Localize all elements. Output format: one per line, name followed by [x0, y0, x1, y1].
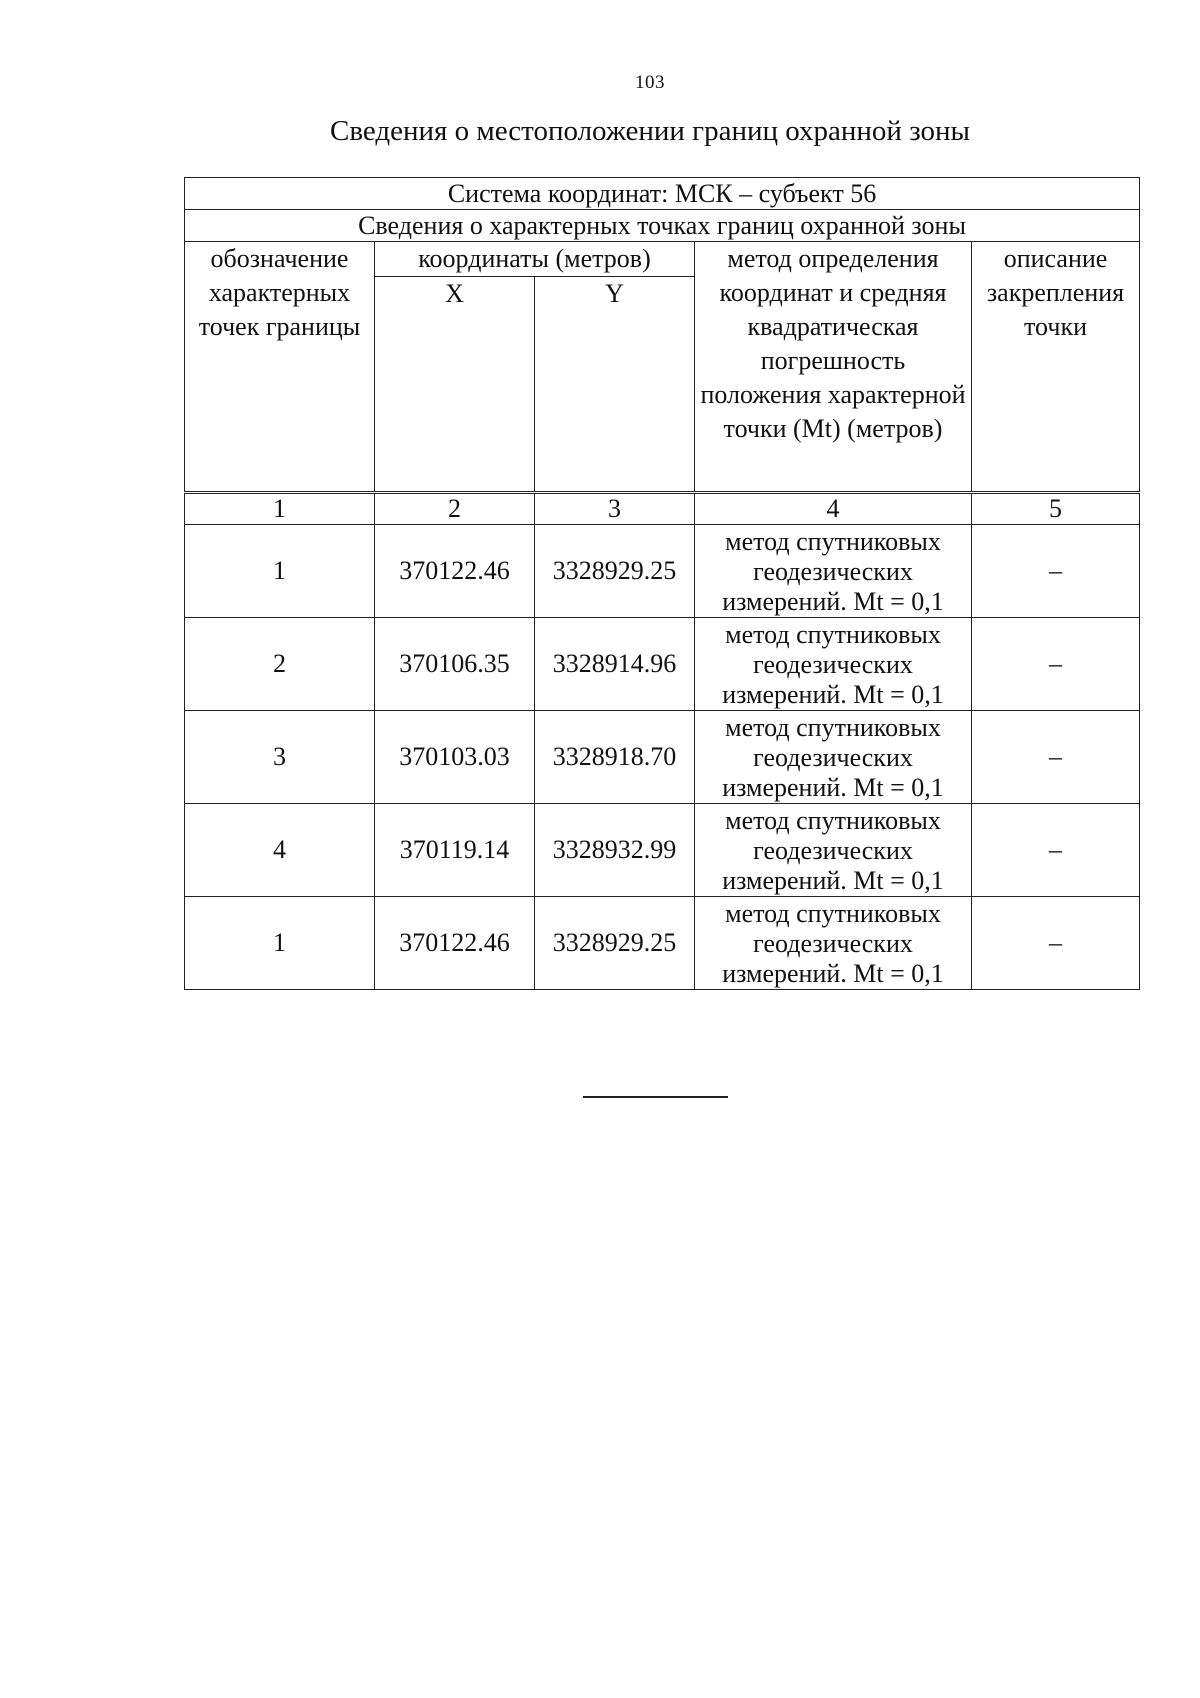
x-coordinate-cell: 370122.46 [375, 525, 535, 618]
description-cell: – [972, 804, 1140, 897]
document-title: Сведения о местоположении границ охранной зоны [329, 115, 970, 147]
table-row [185, 897, 1140, 990]
header-y: Y [535, 277, 695, 493]
header-coordinates: координаты (метров) [375, 242, 695, 277]
x-coordinate-cell: 370103.03 [375, 711, 535, 804]
y-coordinate-cell: 3328929.25 [535, 525, 695, 618]
boundary-points-table [184, 177, 1140, 990]
y-coordinate-cell: 3328929.25 [535, 897, 695, 990]
y-coordinate-cell: 3328914.96 [535, 618, 695, 711]
column-number: 1 [185, 493, 375, 525]
header-point-designation: обозначение характерных точек границы [185, 242, 375, 493]
x-coordinate-cell: 370106.35 [375, 618, 535, 711]
point-id-cell: 2 [185, 618, 375, 711]
header-x: X [375, 277, 535, 493]
point-id-cell: 3 [185, 711, 375, 804]
column-number: 3 [535, 493, 695, 525]
y-coordinate-cell: 3328918.70 [535, 711, 695, 804]
header-description: описание закрепления точки [972, 242, 1140, 493]
table-row [185, 804, 1140, 897]
section-title-row: Сведения о характерных точках границ охранной зоны [185, 210, 1140, 242]
description-cell: – [972, 525, 1140, 618]
description-cell: – [972, 618, 1140, 711]
method-cell: метод спутниковых геодезических измерений. Mt = 0,1 [695, 525, 972, 618]
header-method: метод определения координат и средняя квадратическая погрешность положения характерной точки (Mt) (метров) [695, 242, 972, 493]
method-cell: метод спутниковых геодезических измерений. Mt = 0,1 [695, 804, 972, 897]
x-coordinate-cell: 370119.14 [375, 804, 535, 897]
description-cell: – [972, 711, 1140, 804]
table-row [185, 525, 1140, 618]
coordinate-system-row: Система координат: МСК – субъект 56 [185, 178, 1140, 210]
page-number: 103 [635, 72, 665, 93]
column-number: 4 [695, 493, 972, 525]
end-of-section-rule [583, 1096, 728, 1098]
column-number: 5 [972, 493, 1140, 525]
point-id-cell: 4 [185, 804, 375, 897]
table-row [185, 711, 1140, 804]
description-cell: – [972, 897, 1140, 990]
table-row [185, 618, 1140, 711]
x-coordinate-cell: 370122.46 [375, 897, 535, 990]
method-cell: метод спутниковых геодезических измерений. Mt = 0,1 [695, 897, 972, 990]
point-id-cell: 1 [185, 525, 375, 618]
y-coordinate-cell: 3328932.99 [535, 804, 695, 897]
column-number: 2 [375, 493, 535, 525]
point-id-cell: 1 [185, 897, 375, 990]
method-cell: метод спутниковых геодезических измерений. Mt = 0,1 [695, 618, 972, 711]
method-cell: метод спутниковых геодезических измерений. Mt = 0,1 [695, 711, 972, 804]
